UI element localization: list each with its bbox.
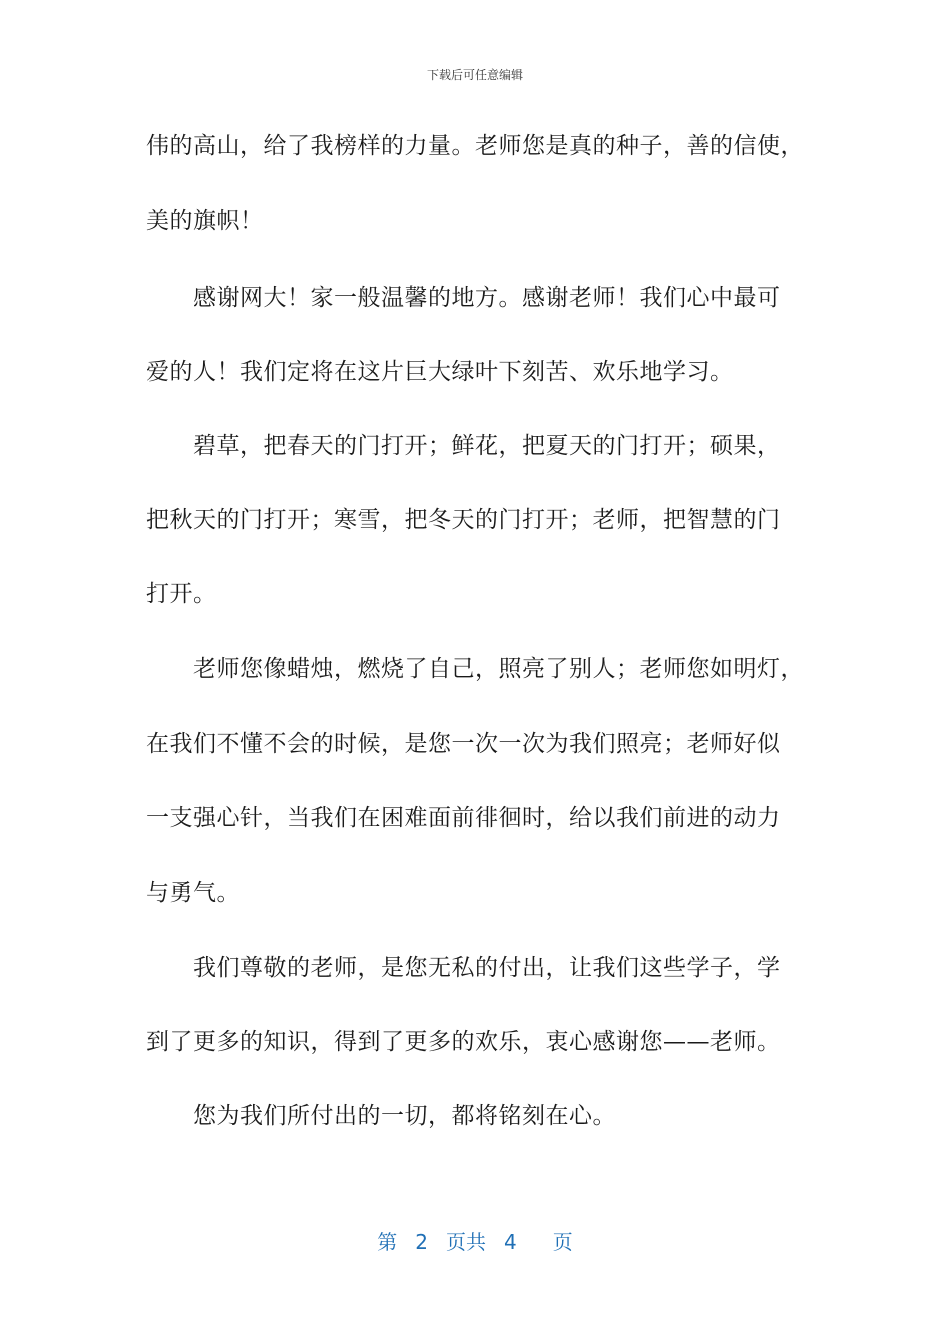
paragraph-start-line: 老师您像蜡烛，燃烧了自己，照亮了别人；老师您如明灯， [193,656,804,682]
paragraph-start-line: 您为我们所付出的一切，都将铭刻在心。 [193,1103,616,1129]
body-line: 在我们不懂不会的时候，是您一次一次为我们照亮；老师好似 [146,731,781,757]
body-line: 一支强心针，当我们在困难面前徘徊时，给以我们前进的动力 [146,805,781,831]
paragraph-start-line: 碧草，把春天的门打开；鲜花，把夏天的门打开；硕果， [193,433,781,459]
footer-page-label: 第 [377,1230,398,1254]
body-line: 到了更多的知识，得到了更多的欢乐，衷心感谢您——老师。 [146,1029,781,1055]
footer-current-page: 2 [415,1230,428,1254]
page-header: 下载后可任意编辑 [426,68,523,82]
page-footer [0,1226,950,1255]
body-line: 打开。 [146,581,217,607]
footer-end-label: 页 [552,1230,573,1254]
footer-of-label: 页共 [446,1230,486,1254]
paragraph-start-line: 感谢网大！家一般温馨的地方。感谢老师！我们心中最可 [193,285,781,311]
body-line: 与勇气。 [146,880,240,906]
footer-total-pages: 4 [504,1230,517,1254]
paragraph-start-line: 我们尊敬的老师，是您无私的付出，让我们这些学子，学 [193,955,781,981]
body-line: 伟的高山，给了我榜样的力量。老师您是真的种子，善的信使， [146,133,804,159]
body-line: 爱的人！我们定将在这片巨大绿叶下刻苦、欢乐地学习。 [146,359,734,385]
body-line: 美的旗帜！ [146,208,264,234]
body-line: 把秋天的门打开；寒雪，把冬天的门打开；老师，把智慧的门 [146,507,781,533]
